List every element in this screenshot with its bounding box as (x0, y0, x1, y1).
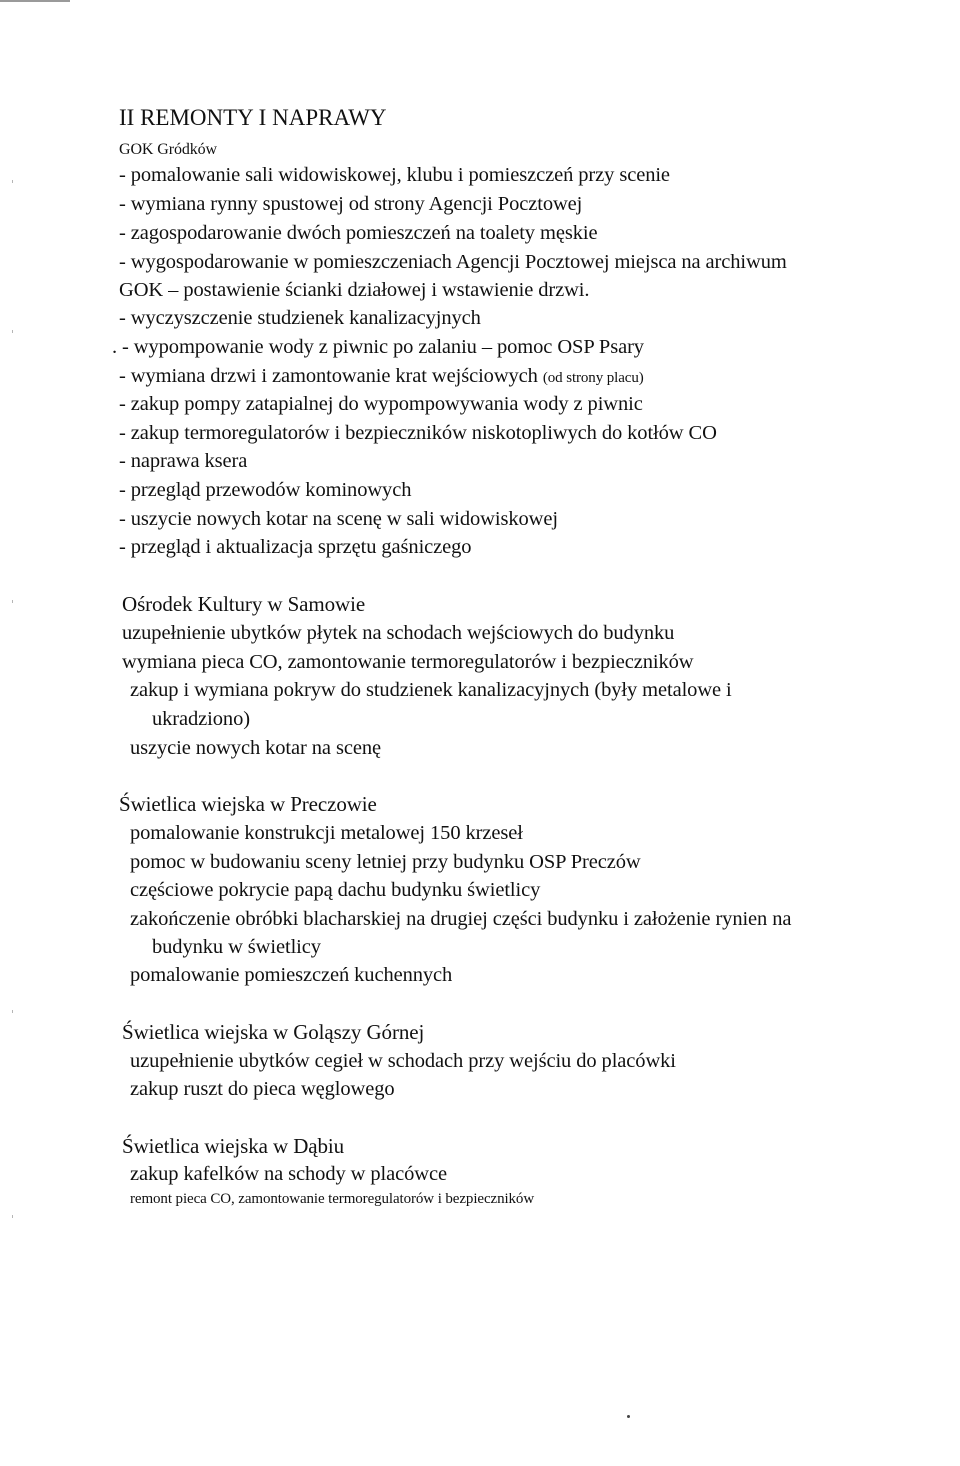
preczow-item: pomoc w budowaniu sceny letniej przy budynku OSP Preczów (130, 851, 641, 873)
gok-item: - zagospodarowanie dwóch pomieszczeń na toalety męskie (119, 222, 598, 244)
gok-item-text: - wymiana drzwi i zamontowanie krat wejściowych (119, 365, 538, 387)
section-heading: II REMONTY I NAPRAWY (119, 105, 387, 130)
golaszy-item: zakup ruszt do pieca węglowego (130, 1078, 395, 1100)
gok-item: - przegląd i aktualizacja sprzętu gaśniczego (119, 536, 472, 558)
samow-title: Ośrodek Kultury w Samowie (122, 592, 366, 616)
scan-edge-mark (0, 0, 70, 2)
preczow-item: pomalowanie konstrukcji metalowej 150 krzeseł (130, 822, 523, 844)
samow-item: uzupełnienie ubytków płytek na schodach wejściowych do budynku (122, 622, 675, 644)
gok-item: - zakup termoregulatorów i bezpieczników niskotopliwych do kotłów CO (119, 422, 717, 444)
samow-item: ukradziono) (152, 708, 250, 730)
gok-item: . - wypompowanie wody z piwnic po zalaniu – pomoc OSP Psary (112, 336, 644, 358)
scan-tick (12, 180, 13, 183)
preczow-item: zakończenie obróbki blacharskiej na drugiej części budynku i założenie rynien na (130, 908, 792, 930)
preczow-item: częściowe pokrycie papą dachu budynku świetlicy (130, 879, 541, 901)
scan-tick (12, 600, 13, 603)
samow-item: uszycie nowych kotar na scenę (130, 737, 381, 759)
gok-item: - przegląd przewodów kominowych (119, 479, 412, 501)
golaszy-title: Świetlica wiejska w Goląszy Górnej (122, 1020, 425, 1044)
preczow-title: Świetlica wiejska w Preczowie (119, 792, 377, 816)
dabiu-item: zakup kafelków na schody w placówce (130, 1163, 447, 1185)
gok-item (119, 363, 644, 391)
preczow-item: pomalowanie pomieszczeń kuchennych (130, 964, 453, 986)
golaszy-item: uzupełnienie ubytków cegieł w schodach przy wejściu do placówki (130, 1050, 676, 1072)
gok-item: GOK – postawienie ścianki działowej i wstawienie drzwi. (119, 279, 590, 301)
gok-item-note: (od strony placu) (542, 370, 644, 386)
preczow-item: budynku w świetlicy (152, 936, 321, 958)
gok-item: - wygospodarowanie w pomieszczeniach Agencji Pocztowej miejsca na archiwum (119, 251, 787, 273)
gok-item: - zakup pompy zatapialnej do wypompowywania wody z piwnic (119, 393, 643, 415)
samow-item: zakup i wymiana pokryw do studzienek kanalizacyjnych (były metalowe i (130, 679, 732, 701)
stray-dot (627, 1415, 630, 1418)
samow-item: wymiana pieca CO, zamontowanie termoregulatorów i bezpieczników (122, 651, 694, 673)
scan-tick (12, 1215, 13, 1218)
gok-title: GOK Gródków (119, 141, 218, 158)
scan-tick (12, 1010, 13, 1013)
gok-item: - pomalowanie sali widowiskowej, klubu i pomieszczeń przy scenie (119, 164, 670, 186)
dabiu-item: remont pieca CO, zamontowanie termoregulatorów i bezpieczników (130, 1191, 535, 1207)
dabiu-title: Świetlica wiejska w Dąbiu (122, 1134, 345, 1158)
gok-item: - wymiana rynny spustowej od strony Agencji Pocztowej (119, 193, 583, 215)
gok-item: - wyczyszczenie studzienek kanalizacyjnych (119, 307, 481, 329)
scan-tick (12, 330, 13, 333)
gok-item: - uszycie nowych kotar na scenę w sali widowiskowej (119, 508, 558, 530)
gok-item: - naprawa ksera (119, 450, 248, 472)
